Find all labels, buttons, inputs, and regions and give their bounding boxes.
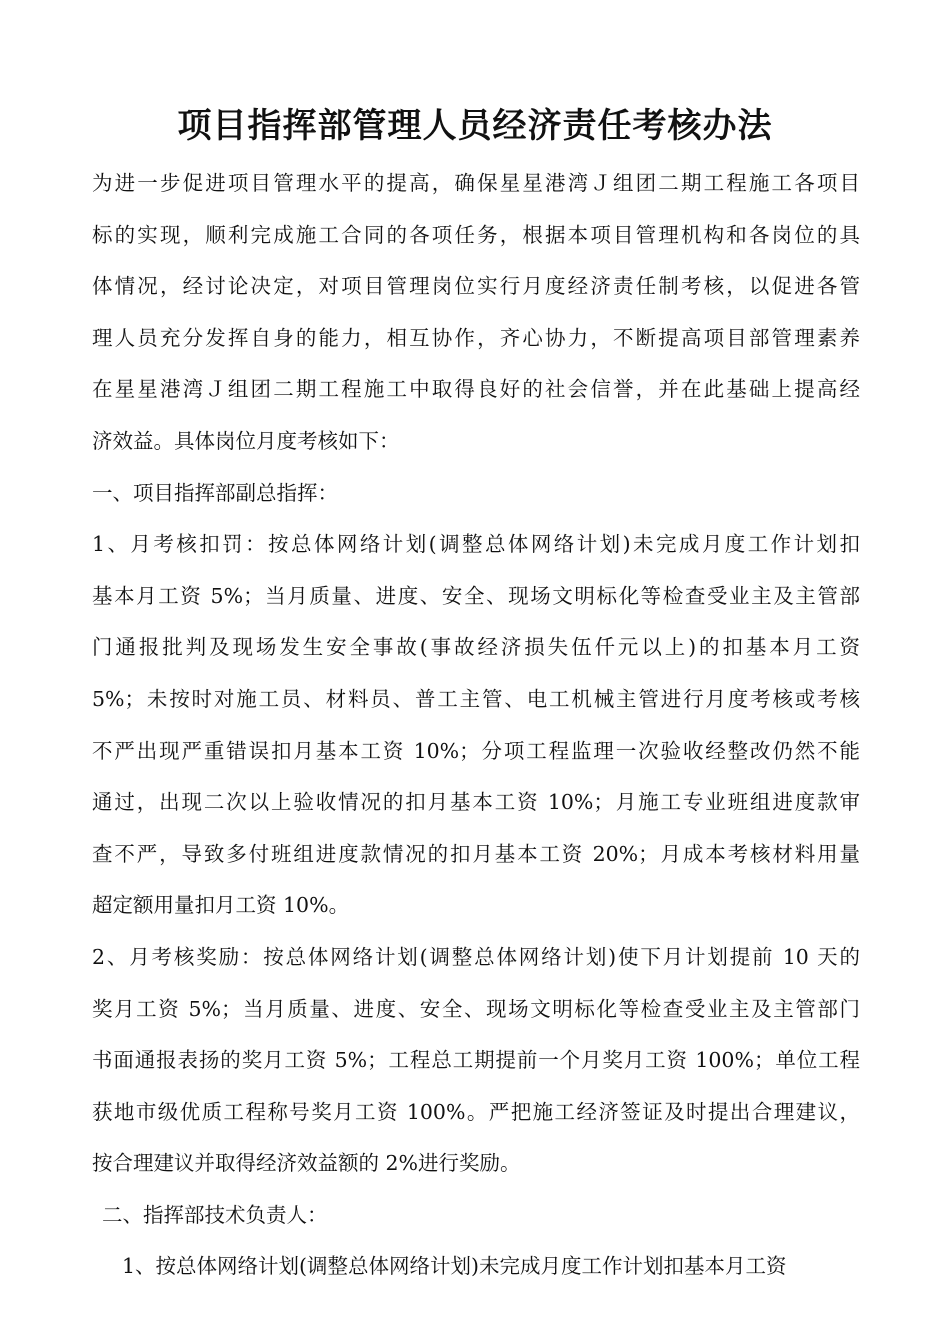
- paragraph-line: 奖月工资 5%；当月质量、进度、安全、现场文明标化等检查受业主及主管部门: [92, 996, 860, 1021]
- paragraph-line: 基本月工资 5%；当月质量、进度、安全、现场文明标化等检查受业主及主管部: [92, 583, 860, 608]
- paragraph-line: 查不严，导致多付班组进度款情况的扣月基本工资 20%；月成本考核材料用量: [92, 841, 860, 866]
- paragraph-line: 门通报批判及现场发生安全事故(事故经济损失伍仟元以上)的扣基本月工资: [92, 635, 860, 660]
- paragraph-line: 5%；未按时对施工员、材料员、普工主管、电工机械主管进行月度考核或考核: [92, 686, 860, 711]
- paragraph-line: 体情况，经讨论决定，对项目管理岗位实行月度经济责任制考核，以促进各管: [92, 274, 860, 299]
- paragraph-line: 通过，出现二次以上验收情况的扣月基本工资 10%；月施工专业班组进度款审: [92, 790, 860, 815]
- paragraph-line: 书面通报表扬的奖月工资 5%；工程总工期提前一个月奖月工资 100%；单位工程: [92, 1048, 860, 1073]
- paragraph-line: 1、月考核扣罚：按总体网络计划(调整总体网络计划)未完成月度工作计划扣: [92, 532, 860, 557]
- paragraph-line: 为进一步促进项目管理水平的提高，确保星星港湾Ｊ组团二期工程施工各项目: [92, 171, 860, 195]
- paragraph-line: 二、指挥部技术负责人：: [102, 1202, 328, 1227]
- paragraph-line: 超定额用量扣月工资 10%。: [92, 893, 350, 918]
- paragraph-line: 理人员充分发挥自身的能力，相互协作，齐心协力，不断提高项目部管理素养: [92, 325, 860, 350]
- paragraph-line: 2、月考核奖励：按总体网络计划(调整总体网络计划)使下月计划提前 10 天的: [92, 944, 860, 969]
- paragraph-line: 在星星港湾Ｊ组团二期工程施工中取得良好的社会信誉，并在此基础上提高经: [92, 377, 860, 402]
- paragraph-line: 济效益。具体岗位月度考核如下：: [92, 428, 400, 453]
- paragraph-line: 不严出现严重错误扣月基本工资 10%；分项工程监理一次验收经整改仍然不能: [92, 738, 860, 763]
- document-body: [92, 158, 860, 1293]
- document-title: 项目指挥部管理人员经济责任考核办法: [177, 106, 773, 146]
- paragraph-line: 按合理建议并取得经济效益额的 2%进行奖励。: [92, 1151, 521, 1176]
- paragraph-line: 标的实现，顺利完成施工合同的各项任务，根据本项目管理机构和各岗位的具: [92, 222, 860, 247]
- paragraph-line: 获地市级优质工程称号奖月工资 100%。严把施工经济签证及时提出合理建议，: [92, 1099, 860, 1124]
- paragraph-line: 1、按总体网络计划(调整总体网络计划)未完成月度工作计划扣基本月工资: [122, 1254, 787, 1279]
- paragraph-line: 一、项目指挥部副总指挥：: [92, 480, 338, 505]
